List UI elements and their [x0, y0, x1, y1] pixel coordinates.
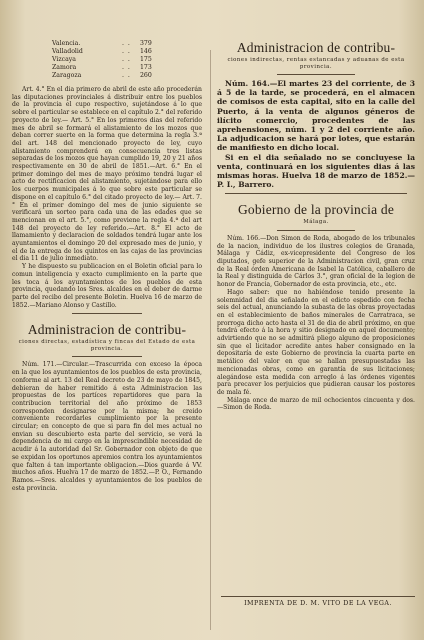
sale-notice-continued: Si en el dia señalado no se concluyese la venta, continuará en los siguientes dias á las mismas horas. Huelva 18 de marzo de 1852.—P. I., Barrero.	[217, 152, 415, 190]
sale-notice: Núm. 164.—El martes 23 del corriente, de 3 á 5 de la tarde, se procederá, en el almacen de comisos de esta capital, sito en la calle del Puerto, á la venta de algunos géneros de ilícito comercio, procedentes de las aprehensiones, núm. 1 y 2 del corriente año. La adjudicacion se hará por lotes, que estarán de manifiesto en dicho local.	[217, 79, 415, 153]
right-column	[217, 40, 415, 630]
leader-dots: . .	[122, 72, 131, 79]
closing-text: Y he dispuesto su publicacion en el Boletin oficial para lo comun inteligencia y exacto cumplimiento en la parte que les toca á los ayuntamientos de los pueblos de esta provincia, quedando los Sres. alcaldes en el deber de darme parte del recibo del presente Boletin. Huelva 16 de marzo de 1852.—Mariano Alonso y Castillo.	[12, 263, 202, 309]
list-item	[52, 48, 202, 56]
section-heading: Gobierno de la provincia de	[237, 202, 395, 218]
list-item	[52, 64, 202, 72]
province-value: 379	[140, 40, 152, 47]
province-name: Valladolid	[52, 48, 83, 55]
divider-rule	[277, 74, 355, 75]
leader-dots: . .	[122, 64, 131, 71]
list-item	[52, 40, 202, 48]
articles-text: Art. 4.° En el dia primero de abril de este año procederán las diputaciones provinciales á distribuir entre los pueblos de la provincia el cupo respectivo, sujetándose á lo que sobre el particular se establece en el capítulo 2.° del referido proyecto de ley.— Art. 5.° En los primeros dias del referido mes de abril se formará el alistamiento de los mozos que deban correr suerte en la forma que determina la regla 3.ª del art. 148 del mencionado proyecto de ley, cuyo alistamiento comprenderá en consecuencia tres listas separadas de los mozos que hayan cumplido 19, 20 y 21 años respectivamente en 30 de abril de 1851.—Art. 6.° En el primer domingo del mes de mayo próximo tendrá lugar el acto de rectificacion del alistamiento, sujetándose para ello los cuerpos municipales á lo que sobre este particular se dispone en el capítulo 6.° del citado proyecto de ley.— Art. 7.° En el primer domingo del mes de junio siguiente se verificará un sorteo para cada una de las edades que se mencionan en el art. 5.°, como previene la regla 4.ª del art 148 del proyecto de ley referido.—Art. 8.° El acto de llamamiento y declaracion de soldados tendrá lugar ante los ayuntamientos el domingo 20 del expresado mes de junio, y el de la entrega de los quintos en las cajas de las provincias el dia 11 de julio inmediato.	[12, 86, 202, 263]
province-value: 175	[140, 56, 152, 63]
section-subheading: ciones directas, estadística y fincas del Estado de esta provincia.	[18, 339, 196, 352]
section-subheading: ciones indirectas, rentas estancadas y aduanas de esta provincia.	[227, 57, 405, 70]
governor-notice-body: Hago saber: que no habiéndose tenido presente la solemnidad del dia señalado en el edicto espedido con fecha seis del actual, anunciando la subasta de las obras proyectadas en el establecimiento de baños minerales de Carratraca, se prorroga dicho acto hasta el 31 de dia de abril próximo, en que tendrá efecto á la hora y sitio designado en aquel documento; advirtiendo que no se admitirá pliego alguno de proposiciones sin que el licitador acredite antes haber consignado en la depositaría de este Gobierno de provincia la cuarta parte en metálico del valor en que se hallan presupuestadas las mencionadas obras, como en garantía de sus licitaciones; alegándose esta medida con arreglo á las órdenes vigentes para precaver los perjuicios que pudieran causar los postores de mala fé.	[217, 288, 415, 396]
section-heading: Administracion de contribu-	[27, 322, 187, 338]
printer-imprint: IMPRENTA DE D. M. VITO DE LA VEGA.	[221, 596, 415, 607]
leader-dots: . .	[122, 56, 131, 63]
province-name: Zaragoza	[52, 72, 82, 79]
province-name: Zamora	[52, 64, 77, 71]
governor-notice: Núm. 166.—Don Simon de Roda, abogado de los tribunales de la nacion, individuo de los ilustres colegios de Granada, Málaga y Cádiz, ex-vicepresidente del Congreso de los diputados, gefe superior de la Administracion civil, gran cruz de la Real órden Americana de Isabel la Católica, caballero de la Real y distinguida de Cárlos 3.°, gran oficial de la legion de honor de Francia, Gobernador de esta provincia, etc., etc.	[217, 234, 415, 289]
province-value: 146	[140, 48, 152, 55]
province-value: 173	[140, 64, 152, 71]
leader-dots: . .	[122, 48, 131, 55]
province-value: 260	[140, 72, 152, 79]
divider-rule	[72, 356, 142, 357]
divider-rule	[225, 193, 407, 194]
section-subheading: Málaga.	[303, 219, 329, 226]
province-name: Valencia.	[52, 40, 81, 47]
section-heading: Administracion de contribu-	[236, 40, 396, 55]
list-item	[52, 72, 202, 80]
province-quota-list	[52, 40, 202, 80]
circular-notice: Núm. 171.—Circular.—Trascurrida con exceso la época en la que los ayuntamientos de los pueblos de esta provincia, conforme al art. 13 del Real decreto de 23 de mayo de 1845, debieran de haber remitido á esta Administracion las propuestas de los partíces repartidores que para la contribucion territorial del año próximo de 1853 corresponden designarse por la misma; he creido conveniente recordarles cumplimiento por la presente circular; en concepto de que si para fin del mes actual no envian su descubierto esta parte del servicio, se verá la dependencia de mi cargo en la imprescindible necesidad de acudir á la autoridad del Sr. Gobernador con objeto de que se expidan los oportunos apremios contra los ayuntamientos que falten á tan importante obligacion.—Dios guarde á VV. muchos años. Huelva 17 de marzo de 1852.—P. O., Fernando Ramos.—Sres. alcaldes y ayuntamientos de los pueblos de esta provincia.	[12, 361, 202, 492]
province-name: Vizcaya	[52, 56, 76, 63]
governor-closing: Málaga once de marzo de mil ochocientos cincuenta y dos.—Simon de Roda.	[217, 396, 415, 412]
left-column	[12, 40, 202, 630]
column-divider	[210, 50, 211, 630]
list-item	[52, 56, 202, 64]
leader-dots: . .	[122, 40, 131, 47]
divider-rule	[72, 313, 142, 314]
divider-rule	[277, 230, 355, 231]
